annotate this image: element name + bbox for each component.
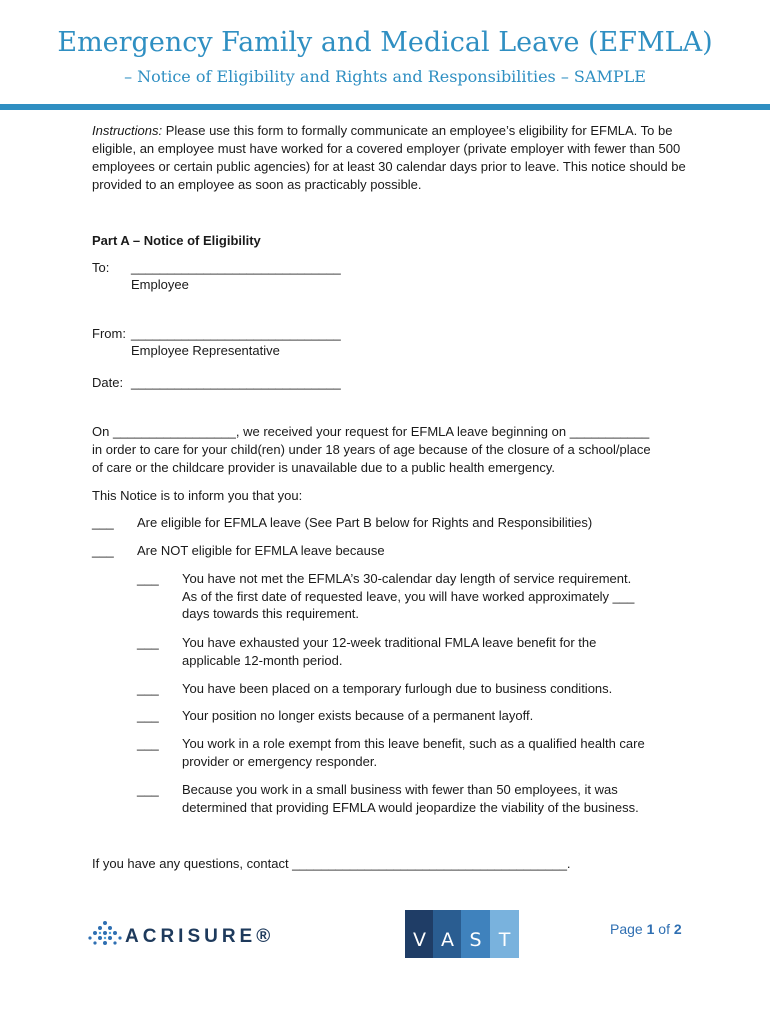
request-line-1: On _________________, we received your request for EFMLA leave beginning on ___________ — [92, 424, 650, 439]
vast-logo-letter: V — [413, 929, 426, 951]
notice-intro: This Notice is to inform you that you: — [92, 488, 303, 503]
acrisure-logo-icon — [88, 920, 122, 948]
eligible-option: Are eligible for EFMLA leave (See Part B below for Rights and Responsibilities) — [137, 515, 593, 530]
from-label: From: — [92, 326, 126, 341]
vast-logo-letter: A — [441, 929, 454, 951]
header-divider — [0, 104, 770, 110]
date-label: Date: — [92, 375, 124, 390]
reason-text: provider or emergency responder. — [182, 754, 378, 769]
page-word: Page — [610, 921, 643, 937]
date-field[interactable]: _____________________________ — [131, 375, 341, 390]
form-subtitle: – Notice of Eligibility and Rights and Responsibilities – SAMPLE — [124, 67, 646, 86]
page-current: 1 — [646, 921, 655, 937]
reason-text: determined that providing EFMLA would jeopardize the viability of the business. — [182, 800, 639, 815]
form-title: Emergency Family and Medical Leave (EFMLA) — [57, 27, 713, 58]
instructions-text: Please use this form to formally communicate an employee’s eligibility for EFMLA. To be eligible, an employee must have worked for a covered employer (private employer with fewer than 500 employees or certain public agencies) for at least 30 calendar days prior to leave. This notice should be provided to an employee as soon as practicably possible. — [92, 123, 686, 192]
page-total: 2 — [673, 921, 682, 937]
page-of: of — [658, 921, 670, 937]
reason-checkbox[interactable]: ___ — [137, 635, 159, 650]
reason-text: Your position no longer exists because of a permanent layoff. — [182, 708, 534, 723]
reason-text: You have not met the EFMLA’s 30-calendar day length of service requirement. — [182, 571, 632, 586]
reason-text: You have exhausted your 12-week traditional FMLA leave benefit for the — [182, 635, 597, 650]
reason-text: Because you work in a small business with fewer than 50 employees, it was — [182, 782, 618, 797]
from-caption: Employee Representative — [131, 343, 280, 358]
vast-logo-letter: S — [469, 929, 482, 951]
reason-text: You have been placed on a temporary furlough due to business conditions. — [182, 681, 613, 696]
to-label: To: — [92, 260, 110, 275]
reason-checkbox[interactable]: ___ — [137, 571, 159, 586]
reason-text: applicable 12-month period. — [182, 653, 343, 668]
reason-checkbox[interactable]: ___ — [137, 708, 159, 723]
not-eligible-checkbox[interactable]: ___ — [92, 543, 114, 558]
request-line-2: in order to care for your child(ren) under 18 years of age because of the closure of a school/place — [92, 442, 651, 457]
to-field[interactable]: _____________________________ — [131, 260, 341, 275]
to-caption: Employee — [131, 277, 189, 292]
reason-text: days towards this requirement. — [182, 606, 360, 621]
reason-text: You work in a role exempt from this leave benefit, such as a qualified health care — [182, 736, 645, 751]
eligible-checkbox[interactable]: ___ — [92, 515, 114, 530]
page-number — [610, 921, 682, 937]
vast-logo-letter: T — [498, 929, 511, 951]
reason-checkbox[interactable]: ___ — [137, 782, 159, 797]
not-eligible-option: Are NOT eligible for EFMLA leave because — [137, 543, 385, 558]
part-a-heading: Part A – Notice of Eligibility — [92, 233, 261, 248]
from-field[interactable]: _____________________________ — [131, 326, 341, 341]
contact-line: If you have any questions, contact ______________________________________. — [92, 856, 571, 871]
instructions — [92, 122, 692, 194]
reason-text: As of the first date of requested leave, you will have worked approximately ___ — [182, 589, 635, 604]
reason-checkbox[interactable]: ___ — [137, 681, 159, 696]
instructions-label: Instructions: — [92, 123, 163, 138]
request-line-3: of care or the childcare provider is unavailable due to a public health emergency. — [92, 460, 555, 475]
reason-checkbox[interactable]: ___ — [137, 736, 159, 751]
acrisure-logo-text: ACRISURE® — [125, 926, 275, 947]
